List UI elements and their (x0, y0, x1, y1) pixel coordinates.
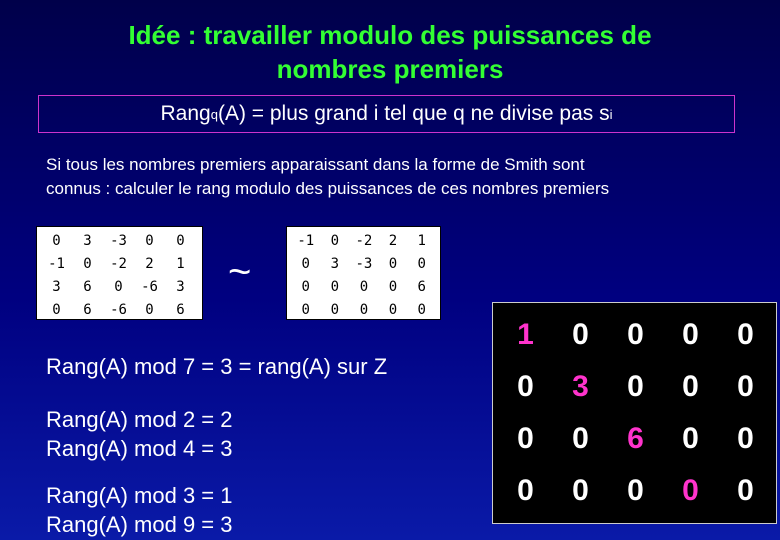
matrix-b-cell: 0 (388, 301, 398, 318)
matrix-b-cell: 0 (301, 301, 310, 318)
smith-form-cell: 0 (682, 422, 699, 455)
matrix-a-cell: 0 (52, 232, 61, 249)
smith-form-cell: 0 (737, 370, 754, 403)
matrix-b (286, 226, 441, 320)
matrix-a-cell: -2 (110, 255, 127, 272)
smith-form-cell: 0 (627, 474, 644, 507)
result-mod-9: Rang(A) mod 9 = 3 (46, 512, 233, 537)
formula-subscript-q: q (210, 106, 218, 122)
result-mod-3: Rang(A) mod 3 = 1 (46, 483, 233, 508)
matrix-a-cell: 6 (83, 278, 92, 295)
matrix-b-body (291, 229, 436, 321)
smith-form-cell: 0 (737, 474, 754, 507)
smith-form-cell: 0 (572, 474, 589, 507)
matrix-b-cell: 0 (301, 278, 310, 295)
matrix-b-cell: -3 (355, 255, 373, 272)
matrix-b-cell: 2 (388, 232, 398, 249)
matrix-b-cell: 0 (388, 255, 398, 272)
smith-form-cell: 0 (517, 422, 534, 455)
matrix-b-cell: 0 (330, 301, 340, 318)
matrix-b-row (291, 252, 436, 275)
matrix-a-cell: -6 (110, 301, 127, 318)
formula-body: (A) = plus grand i tel que q ne divise pas s (217, 102, 610, 125)
title-line-2: nombres premiers (276, 54, 504, 84)
matrix-b-row (291, 298, 436, 321)
formula-prefix: Rang (160, 102, 211, 125)
matrix-b-cell: 3 (330, 255, 340, 272)
matrix-a-cell: 3 (83, 232, 92, 249)
smith-form-cell: 0 (682, 370, 699, 403)
smith-form-cell: 0 (737, 318, 754, 351)
smith-form-row (498, 413, 773, 465)
description-line-2: connus : calculer le rang modulo des puissances de ces nombres premiers (46, 179, 610, 198)
matrix-a-cell: -1 (48, 255, 65, 272)
matrix-b-cell: 0 (417, 255, 426, 272)
smith-form-cell: 3 (572, 370, 589, 403)
result-mod-4: Rang(A) mod 4 = 3 (46, 436, 233, 461)
smith-form-cell: 0 (517, 474, 534, 507)
matrix-b-cell: 6 (417, 278, 426, 295)
matrix-b-cell: 0 (417, 301, 426, 318)
matrix-b-cell: 0 (330, 278, 340, 295)
matrix-b-cell: -1 (297, 232, 315, 249)
matrix-a-cell: 0 (176, 232, 185, 249)
matrix-b-cell: 0 (359, 278, 369, 295)
matrix-a-cell: 1 (176, 255, 185, 272)
matrix-b-cell: 1 (417, 232, 426, 249)
matrix-b-cell: 0 (359, 301, 369, 318)
smith-form-cell: 0 (627, 318, 644, 351)
matrix-a-row (41, 298, 196, 321)
matrix-b-row (291, 275, 436, 298)
smith-form-cell: 0 (737, 422, 754, 455)
smith-form-row (498, 361, 773, 413)
smith-form-row (498, 309, 773, 361)
equivalence-symbol: ~ (228, 250, 252, 294)
matrix-a-cell: 6 (176, 301, 185, 318)
smith-form-cell: 0 (682, 474, 699, 507)
result-mod-7: Rang(A) mod 7 = 3 = rang(A) sur Z (46, 354, 388, 379)
smith-form-cell: 0 (572, 422, 589, 455)
matrix-a-cell: 3 (52, 278, 61, 295)
matrix-b-cell: 0 (330, 232, 340, 249)
smith-form-row (498, 465, 773, 517)
smith-form-panel (492, 302, 777, 524)
matrix-a-row (41, 229, 196, 252)
matrix-b-cell: 0 (388, 278, 398, 295)
description (46, 153, 746, 201)
smith-form-cell: 6 (627, 422, 644, 455)
matrix-a-body (41, 229, 196, 321)
smith-form-cell: 0 (572, 318, 589, 351)
rank-definition-box (38, 95, 735, 133)
matrix-a-row (41, 252, 196, 275)
matrix-a (36, 226, 203, 320)
smith-form-body (498, 309, 773, 517)
matrix-a-cell: -3 (110, 232, 127, 249)
matrix-a-cell: 0 (114, 278, 123, 295)
smith-form-cell: 0 (627, 370, 644, 403)
formula-subscript-i: i (609, 106, 613, 122)
matrix-a-cell: -6 (141, 278, 158, 295)
title-line-1: Idée : travailler modulo des puissances de (128, 20, 652, 50)
smith-form-cell: 0 (682, 318, 699, 351)
matrix-b-row (291, 229, 436, 252)
matrix-a-cell: 6 (83, 301, 92, 318)
matrix-b-cell: -2 (355, 232, 373, 249)
smith-form-cell: 1 (517, 318, 534, 351)
matrix-a-cell: 3 (176, 278, 185, 295)
result-mod-2: Rang(A) mod 2 = 2 (46, 407, 233, 432)
description-line-1: Si tous les nombres premiers apparaissant dans la forme de Smith sont (46, 155, 585, 174)
slide-title (0, 18, 780, 86)
matrix-b-cell: 0 (301, 255, 310, 272)
smith-form-cell: 0 (517, 370, 534, 403)
matrix-a-cell: 2 (145, 255, 154, 272)
matrix-a-cell: 0 (145, 301, 154, 318)
matrix-a-cell: 0 (145, 232, 154, 249)
matrix-a-row (41, 275, 196, 298)
matrix-a-cell: 0 (83, 255, 92, 272)
matrix-a-cell: 0 (52, 301, 61, 318)
